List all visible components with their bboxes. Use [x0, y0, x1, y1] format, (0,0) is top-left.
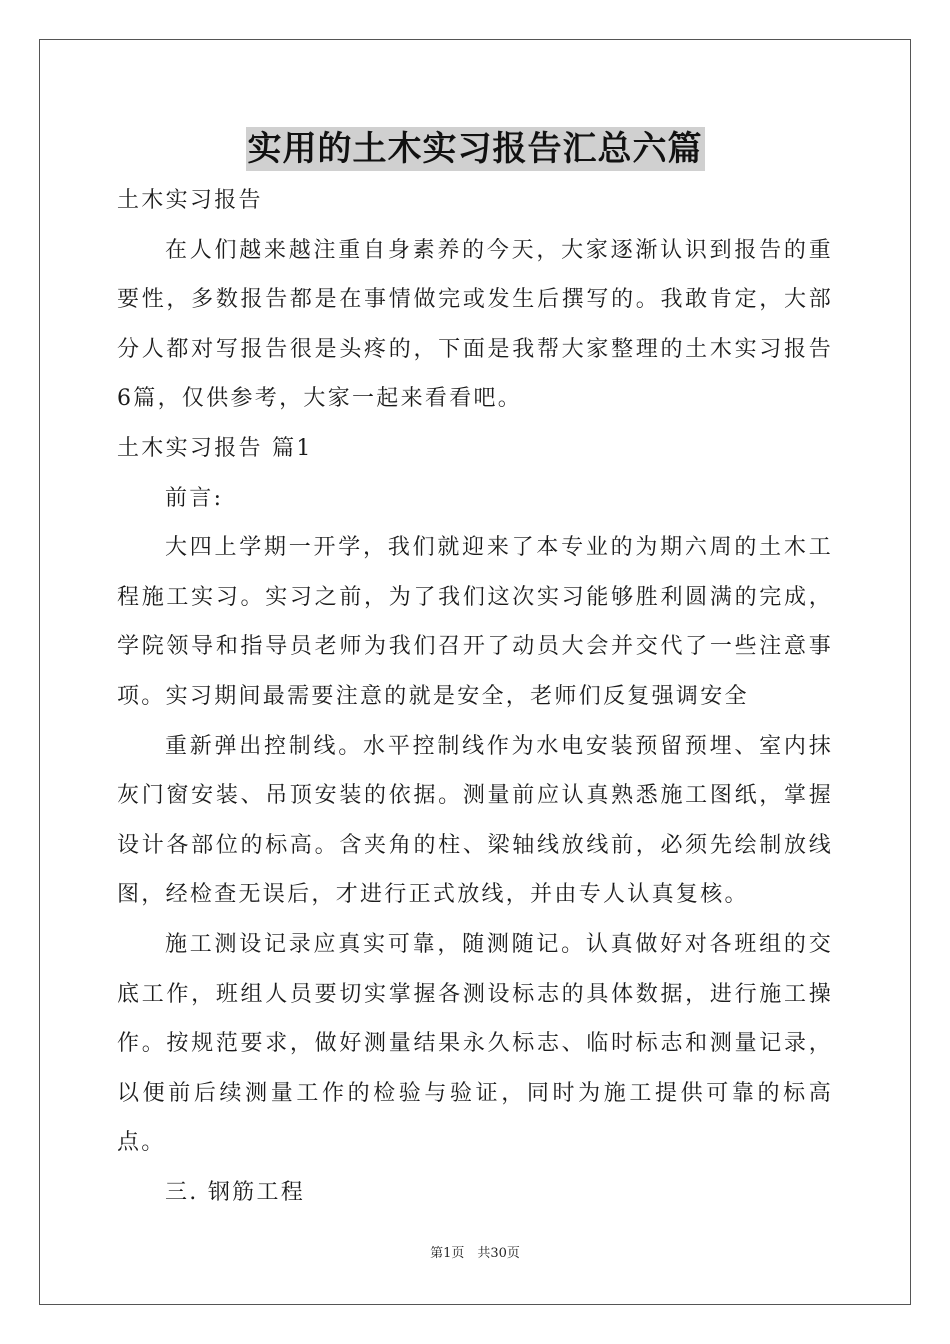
body-paragraph: 施工测设记录应真实可靠，随测随记。认真做好对各班组的交底工作，班组人员要切实掌握各测设标志的具体数据，进行施工操作。按规范要求，做好测量结果永久标志、临时标志和测量记录，以便前后续测量工作的检验与验证，同时为施工提供可靠的标高点。: [117, 931, 833, 1156]
sub-heading: 三. 钢筋工程: [165, 1179, 306, 1205]
body-paragraph: 大四上学期一开学，我们就迎来了本专业的为期六周的土木工程施工实习。实习之前，为了我们这次实习能够胜利圆满的完成，学院领导和指导员老师为我们召开了动员大会并交代了一些注意事项。实习期间最需要注意的就是安全，老师们反复强调安全: [117, 535, 833, 709]
body-paragraph: 前言:: [165, 485, 224, 511]
section-heading: 土木实习报告: [117, 188, 263, 213]
document-title: 实用的土木实习报告汇总六篇: [247, 129, 703, 169]
page-footer: [0, 1245, 950, 1263]
body-paragraph: 在人们越来越注重自身素养的今天，大家逐渐认识到报告的重要性，多数报告都是在事情做完或发生后撰写的。我敢肯定，大部分人都对写报告很是头疼的，下面是我帮大家整理的土木实习报告6篇，仅供参考，大家一起来看看吧。: [117, 237, 833, 412]
title-wrap: [0, 127, 950, 171]
body-paragraph: 重新弹出控制线。水平控制线作为水电安装预留预埋、室内抹灰门窗安装、吊顶安装的依据。测量前应认真熟悉施工图纸，掌握设计各部位的标高。含夹角的柱、梁轴线放线前，必须先绘制放线图，经检查无误后，才进行正式放线，并由专人认真复核。: [117, 733, 833, 908]
section-heading: 土木实习报告 篇1: [117, 435, 313, 461]
document-body: [117, 176, 833, 1217]
page-number: 第1页 共30页: [430, 1246, 520, 1261]
